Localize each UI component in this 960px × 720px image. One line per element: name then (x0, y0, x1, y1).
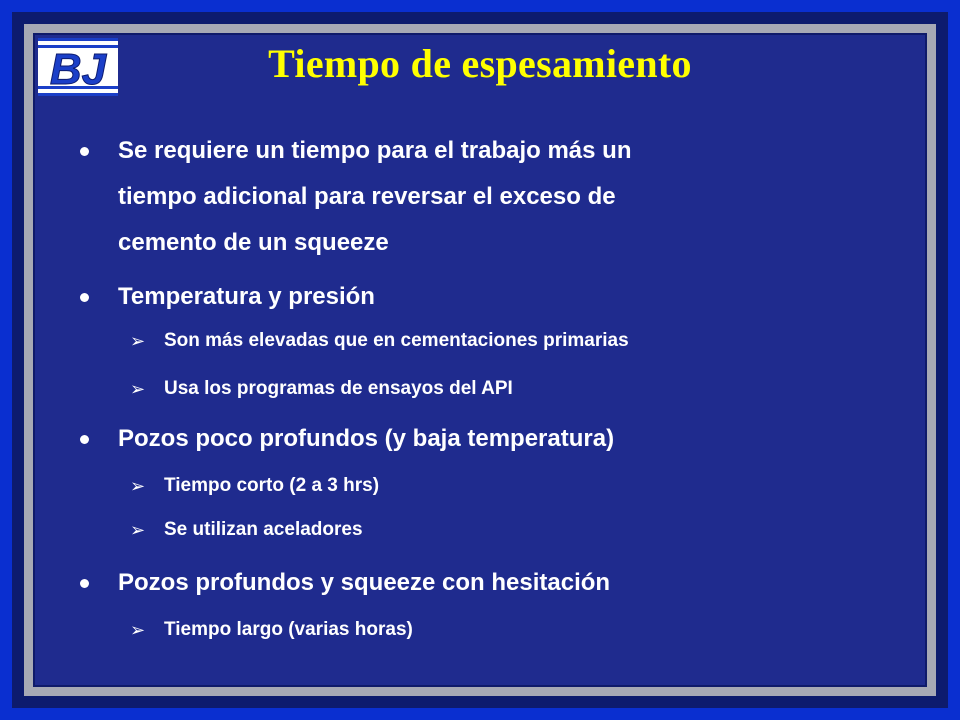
bullet-text-line: cemento de un squeeze (118, 229, 389, 256)
bullet-dot-icon (80, 147, 89, 156)
svg-text:BJ: BJ (49, 45, 107, 94)
sub-bullet-text: Son más elevadas que en cementaciones primarias (164, 330, 629, 351)
bullet-text-line: tiempo adicional para reversar el exceso de (118, 183, 616, 210)
sub-bullet-text: Se utilizan aceladores (164, 519, 363, 540)
bullet-dot-icon (80, 579, 89, 588)
bullet-text: Temperatura y presión (118, 283, 375, 310)
arrow-bullet-icon: ➢ (130, 620, 146, 640)
arrow-bullet-icon: ➢ (130, 379, 146, 399)
sub-bullet-text: Tiempo largo (varias horas) (164, 619, 413, 640)
sub-bullet-text: Tiempo corto (2 a 3 hrs) (164, 475, 380, 496)
arrow-bullet-icon: ➢ (130, 331, 146, 351)
arrow-bullet-icon: ➢ (130, 520, 146, 540)
bullet-text: Pozos poco profundos (y baja temperatura) (118, 425, 615, 452)
slide-title: Tiempo de espesamiento (268, 41, 692, 86)
bullet-text-line: Se requiere un tiempo para el trabajo más un (118, 137, 632, 164)
bullet-dot-icon (80, 293, 89, 302)
bullet-text: Pozos profundos y squeeze con hesitación (118, 569, 611, 596)
bullet-dot-icon (80, 435, 89, 444)
arrow-bullet-icon: ➢ (130, 476, 146, 496)
sub-bullet-text: Usa los programas de ensayos del API (164, 378, 513, 399)
